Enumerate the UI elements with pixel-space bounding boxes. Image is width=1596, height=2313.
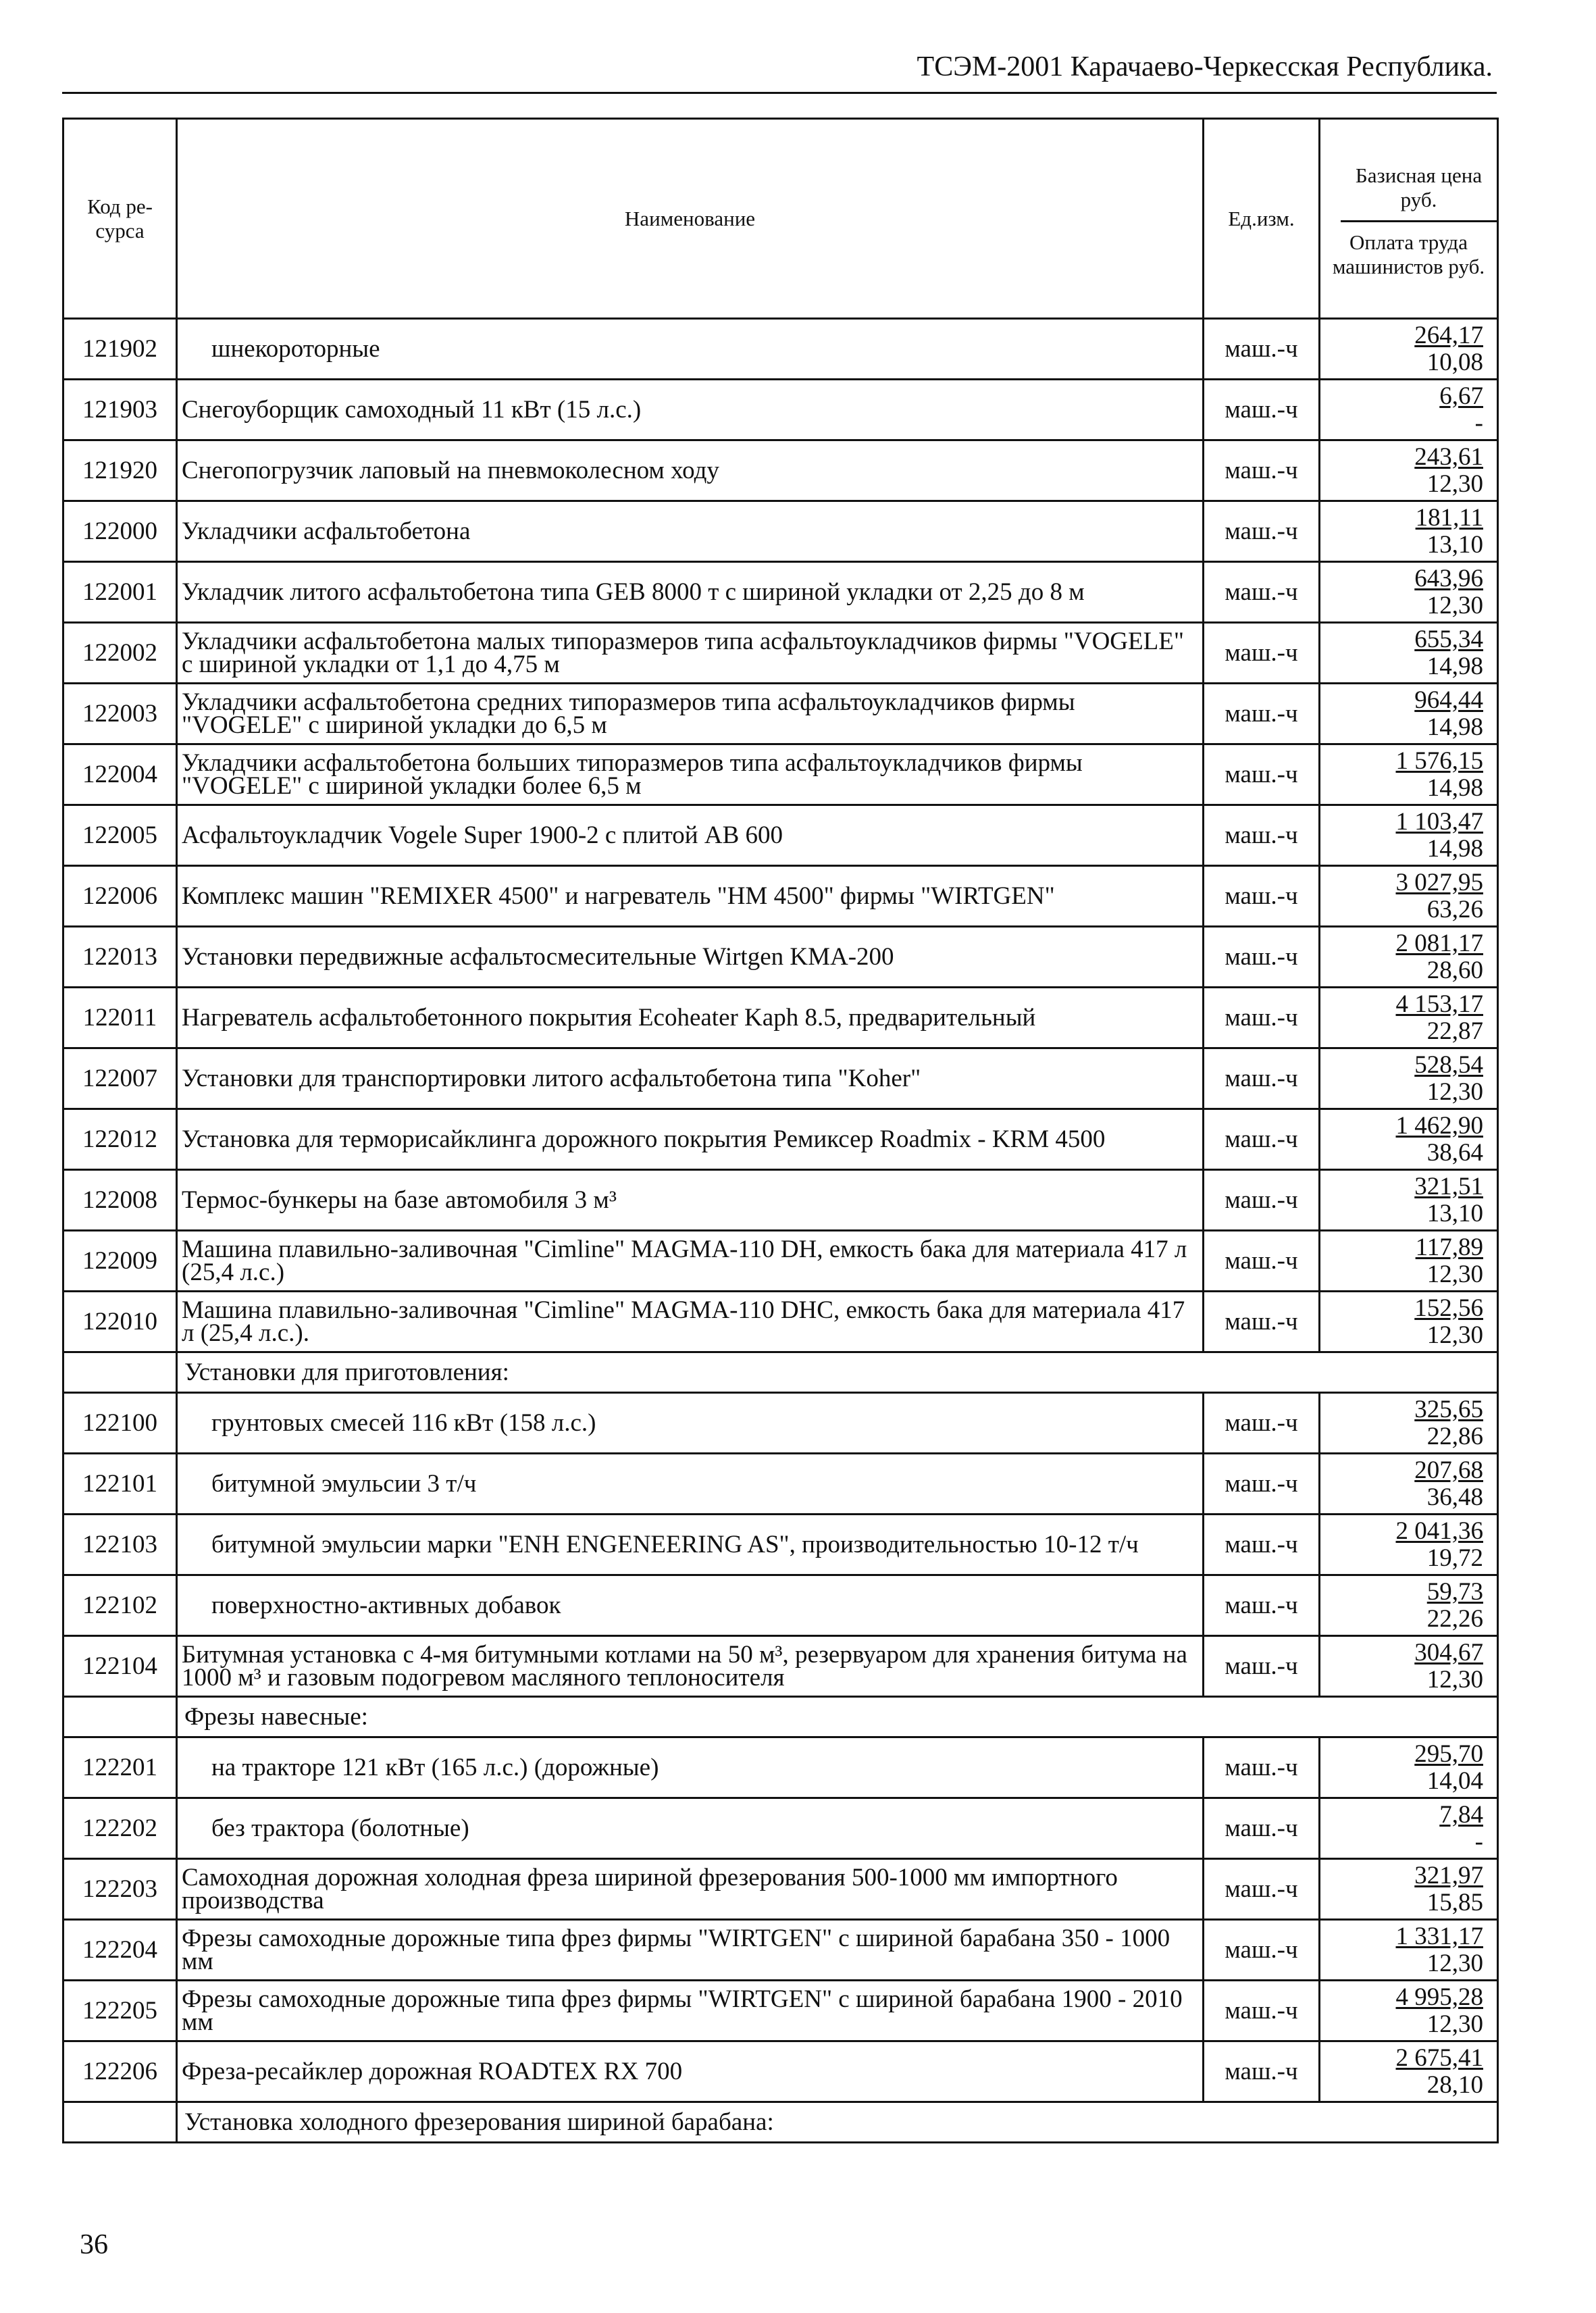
- base-price: 2 081,17: [1395, 929, 1483, 957]
- resource-name: Снегопогрузчик лаповый на пневмоколесном ходу: [177, 440, 1204, 501]
- resource-name: Машина плавильно-заливочная "Cimline" MAGMA-110 DH, емкость бака для материала 417 л (25,4 л.с.): [177, 1231, 1204, 1292]
- operator-wage: 12,30: [1426, 1077, 1483, 1106]
- price-cell: [1320, 684, 1498, 744]
- operator-wage: 12,30: [1426, 1260, 1483, 1288]
- resource-name: Фреза-ресайклер дорожная ROADTEX RX 700: [177, 2041, 1204, 2102]
- section-title: Установка холодного фрезерования шириной барабана:: [177, 2102, 1498, 2143]
- resource-code: 122100: [63, 1393, 177, 1454]
- unit-of-measure: маш.-ч: [1204, 744, 1320, 805]
- resource-name: Установки передвижные асфальтосмесительные Wirtgen KMA-200: [177, 927, 1204, 988]
- base-price: 2 675,41: [1395, 2043, 1483, 2072]
- price-stack: [1324, 1173, 1493, 1227]
- unit-of-measure: маш.-ч: [1204, 1231, 1320, 1292]
- unit-of-measure: маш.-ч: [1204, 684, 1320, 744]
- resource-name: шнекороторные: [177, 319, 1204, 380]
- base-price: 325,65: [1414, 1395, 1483, 1423]
- unit-of-measure: маш.-ч: [1204, 1393, 1320, 1454]
- page-number: 36: [80, 2229, 108, 2260]
- resource-code: 122204: [63, 1920, 177, 1981]
- price-cell: [1320, 1798, 1498, 1859]
- resource-code: 122102: [63, 1575, 177, 1636]
- operator-wage: 28,60: [1426, 956, 1483, 984]
- price-table: [62, 118, 1499, 2143]
- unit-of-measure: маш.-ч: [1204, 2041, 1320, 2102]
- base-price: 528,54: [1414, 1050, 1483, 1079]
- price-cell: [1320, 1515, 1498, 1575]
- resource-name: грунтовых смесей 116 кВт (158 л.с.): [177, 1393, 1204, 1454]
- unit-of-measure: маш.-ч: [1204, 988, 1320, 1048]
- price-cell: [1320, 1920, 1498, 1981]
- price-stack: [1324, 565, 1493, 619]
- base-price: 1 462,90: [1395, 1111, 1483, 1140]
- base-price: 295,70: [1414, 1739, 1483, 1768]
- table-row: [63, 684, 1498, 744]
- base-price: 7,84: [1439, 1800, 1483, 1829]
- table-row: [63, 927, 1498, 988]
- base-price: 243,61: [1414, 442, 1483, 471]
- table-row: [63, 2041, 1498, 2102]
- operator-wage: 13,10: [1426, 530, 1483, 559]
- price-stack: [1324, 1396, 1493, 1450]
- operator-wage: 13,10: [1426, 1199, 1483, 1227]
- table-row: [63, 1292, 1498, 1352]
- price-cell: [1320, 1575, 1498, 1636]
- resource-name: Битумная установка с 4-мя битумными котлами на 50 м³, резервуаром для хранения битума на 1000 м³ и газовым подогревом масляного теплоносителя: [177, 1636, 1204, 1697]
- resource-name: Самоходная дорожная холодная фреза шириной фрезерования 500-1000 мм импортного производства: [177, 1859, 1204, 1920]
- base-price: 264,17: [1414, 321, 1483, 349]
- section-row: [63, 1697, 1498, 1737]
- unit-of-measure: маш.-ч: [1204, 1920, 1320, 1981]
- resource-code: 121902: [63, 319, 177, 380]
- resource-code: 122101: [63, 1454, 177, 1515]
- base-price: 1 331,17: [1395, 1922, 1483, 1950]
- table-row: [63, 319, 1498, 380]
- price-cell: [1320, 1109, 1498, 1170]
- unit-of-measure: маш.-ч: [1204, 1981, 1320, 2041]
- price-stack: [1324, 1802, 1493, 1856]
- operator-wage: 22,26: [1426, 1604, 1483, 1633]
- table-row: [63, 1515, 1498, 1575]
- section-code-cell: [63, 1352, 177, 1393]
- base-price: 304,67: [1414, 1638, 1483, 1667]
- resource-code: 122104: [63, 1636, 177, 1697]
- operator-wage: 12,30: [1426, 2010, 1483, 2038]
- price-cell: [1320, 866, 1498, 927]
- resource-name: Нагреватель асфальтобетонного покрытия Ecoheater Kaph 8.5, предварительный: [177, 988, 1204, 1048]
- table-row: [63, 380, 1498, 440]
- table-row: [63, 1231, 1498, 1292]
- table-row: [63, 501, 1498, 562]
- price-stack: [1324, 1862, 1493, 1916]
- price-cell: [1320, 805, 1498, 866]
- page-header-title: ТСЭМ-2001 Карачаево-Черкесская Республика.: [917, 51, 1493, 82]
- resource-code: 122000: [63, 501, 177, 562]
- resource-code: 122205: [63, 1981, 177, 2041]
- price-cell: [1320, 623, 1498, 684]
- operator-wage: 63,26: [1426, 895, 1483, 923]
- price-cell: [1320, 1636, 1498, 1697]
- resource-code: 122202: [63, 1798, 177, 1859]
- price-stack: [1324, 1113, 1493, 1167]
- table-row: [63, 1170, 1498, 1231]
- table-row: [63, 866, 1498, 927]
- base-price: 964,44: [1414, 686, 1483, 714]
- price-cell: [1320, 501, 1498, 562]
- operator-wage: 22,87: [1426, 1017, 1483, 1045]
- resource-name: на тракторе 121 кВт (165 л.с.) (дорожные): [177, 1737, 1204, 1798]
- base-price: 2 041,36: [1395, 1517, 1483, 1545]
- unit-of-measure: маш.-ч: [1204, 1048, 1320, 1109]
- table-row: [63, 1737, 1498, 1798]
- table-row: [63, 1981, 1498, 2041]
- resource-name: Машина плавильно-заливочная "Cimline" MAGMA-110 DHC, емкость бака для материала 417 л (25,4 л.с.).: [177, 1292, 1204, 1352]
- head-price-wrap: [1320, 154, 1497, 283]
- table-row: [63, 562, 1498, 623]
- price-cell: [1320, 319, 1498, 380]
- resource-code: 122007: [63, 1048, 177, 1109]
- price-stack: [1324, 687, 1493, 741]
- price-cell: [1320, 1292, 1498, 1352]
- header-rule: [62, 92, 1497, 94]
- unit-of-measure: маш.-ч: [1204, 1292, 1320, 1352]
- resource-code: 122004: [63, 744, 177, 805]
- resource-code: 122005: [63, 805, 177, 866]
- table-row: [63, 1859, 1498, 1920]
- price-stack: [1324, 930, 1493, 984]
- price-stack: [1324, 1640, 1493, 1694]
- table-row: [63, 1109, 1498, 1170]
- operator-wage: 19,72: [1426, 1544, 1483, 1572]
- resource-code: 122103: [63, 1515, 177, 1575]
- table-row: [63, 440, 1498, 501]
- price-stack: [1324, 748, 1493, 802]
- resource-code: 122008: [63, 1170, 177, 1231]
- base-price: 207,68: [1414, 1456, 1483, 1484]
- section-code-cell: [63, 2102, 177, 2143]
- resource-name: Укладчики асфальтобетона больших типоразмеров типа асфальтоукладчиков фирмы "VOGELE" с шириной укладки более 6,5 м: [177, 744, 1204, 805]
- operator-wage: 14,04: [1426, 1766, 1483, 1795]
- unit-of-measure: маш.-ч: [1204, 380, 1320, 440]
- unit-of-measure: маш.-ч: [1204, 1859, 1320, 1920]
- resource-name: Фрезы самоходные дорожные типа фрез фирмы "WIRTGEN" с шириной барабана 1900 - 2010 мм: [177, 1981, 1204, 2041]
- price-stack: [1324, 505, 1493, 559]
- resource-code: 121920: [63, 440, 177, 501]
- table-row: [63, 1636, 1498, 1697]
- price-cell: [1320, 1231, 1498, 1292]
- resource-name: поверхностно-активных добавок: [177, 1575, 1204, 1636]
- table-row: [63, 1393, 1498, 1454]
- price-cell: [1320, 1393, 1498, 1454]
- price-stack: [1324, 991, 1493, 1045]
- price-cell: [1320, 927, 1498, 988]
- section-title: Фрезы навесные:: [177, 1697, 1498, 1737]
- base-price: 6,67: [1439, 382, 1483, 410]
- operator-wage: 12,30: [1426, 469, 1483, 498]
- resource-name: битумной эмульсии 3 т/ч: [177, 1454, 1204, 1515]
- table-row: [63, 1798, 1498, 1859]
- resource-name: битумной эмульсии марки "ENH ENGENEERING AS", производительностью 10-12 т/ч: [177, 1515, 1204, 1575]
- section-row: [63, 2102, 1498, 2143]
- section-row: [63, 1352, 1498, 1393]
- base-price: 321,97: [1414, 1861, 1483, 1889]
- resource-code: 122010: [63, 1292, 177, 1352]
- price-stack: [1324, 1457, 1493, 1511]
- table-head-row: [63, 119, 1498, 319]
- operator-wage: 14,98: [1426, 834, 1483, 863]
- base-price: 181,11: [1415, 503, 1483, 532]
- base-price: 4 153,17: [1395, 990, 1483, 1018]
- price-stack: [1324, 626, 1493, 680]
- head-price-base: Базисная цена руб.: [1341, 154, 1497, 222]
- resource-code: 122002: [63, 623, 177, 684]
- table-row: [63, 805, 1498, 866]
- price-stack: [1324, 1741, 1493, 1795]
- table-row: [63, 623, 1498, 684]
- table-row: [63, 744, 1498, 805]
- price-stack: [1324, 1984, 1493, 2038]
- price-stack: [1324, 1923, 1493, 1977]
- resource-name: Установка для терморисайклинга дорожного покрытия Ремиксер Roadmix - KRM 4500: [177, 1109, 1204, 1170]
- operator-wage: 14,98: [1426, 713, 1483, 741]
- head-price-wage: Оплата труда машинистов руб.: [1332, 230, 1485, 278]
- base-price: 4 995,28: [1395, 1983, 1483, 2011]
- price-cell: [1320, 1048, 1498, 1109]
- operator-wage: 22,86: [1426, 1422, 1483, 1450]
- unit-of-measure: маш.-ч: [1204, 501, 1320, 562]
- price-stack: [1324, 869, 1493, 923]
- price-stack: [1324, 383, 1493, 437]
- table-row: [63, 1454, 1498, 1515]
- resource-code: 122003: [63, 684, 177, 744]
- resource-code: 121903: [63, 380, 177, 440]
- resource-code: 122201: [63, 1737, 177, 1798]
- operator-wage: 12,30: [1426, 591, 1483, 619]
- base-price: 321,51: [1414, 1172, 1483, 1200]
- price-stack: [1324, 1579, 1493, 1633]
- head-name: Наименование: [177, 119, 1204, 319]
- resource-name: Комплекс машин "REMIXER 4500" и нагреватель "HM 4500" фирмы "WIRTGEN": [177, 866, 1204, 927]
- resource-code: 122011: [63, 988, 177, 1048]
- base-price: 1 103,47: [1395, 807, 1483, 836]
- base-price: 3 027,95: [1395, 868, 1483, 896]
- price-cell: [1320, 1981, 1498, 2041]
- operator-wage: 28,10: [1426, 2070, 1483, 2099]
- operator-wage: 14,98: [1426, 773, 1483, 802]
- base-price: 643,96: [1414, 564, 1483, 592]
- price-cell: [1320, 1170, 1498, 1231]
- resource-name: Термос-бункеры на базе автомобиля 3 м³: [177, 1170, 1204, 1231]
- price-cell: [1320, 744, 1498, 805]
- price-cell: [1320, 1454, 1498, 1515]
- unit-of-measure: маш.-ч: [1204, 1170, 1320, 1231]
- table-row: [63, 1048, 1498, 1109]
- unit-of-measure: маш.-ч: [1204, 1798, 1320, 1859]
- unit-of-measure: маш.-ч: [1204, 1636, 1320, 1697]
- unit-of-measure: маш.-ч: [1204, 319, 1320, 380]
- resource-code: 122012: [63, 1109, 177, 1170]
- head-unit: Ед.изм.: [1204, 119, 1320, 319]
- resource-name: Укладчики асфальтобетона: [177, 501, 1204, 562]
- operator-wage: -: [1474, 1827, 1483, 1856]
- resource-name: Установки для транспортировки литого асфальтобетона типа "Koher": [177, 1048, 1204, 1109]
- resource-code: 122009: [63, 1231, 177, 1292]
- unit-of-measure: маш.-ч: [1204, 1737, 1320, 1798]
- operator-wage: 15,85: [1426, 1888, 1483, 1916]
- unit-of-measure: маш.-ч: [1204, 866, 1320, 927]
- unit-of-measure: маш.-ч: [1204, 927, 1320, 988]
- price-cell: [1320, 988, 1498, 1048]
- operator-wage: 38,64: [1426, 1138, 1483, 1167]
- table-head: [63, 119, 1498, 319]
- resource-name: Снегоуборщик самоходный 11 кВт (15 л.с.): [177, 380, 1204, 440]
- resource-code: 122206: [63, 2041, 177, 2102]
- unit-of-measure: маш.-ч: [1204, 1575, 1320, 1636]
- price-cell: [1320, 1859, 1498, 1920]
- price-cell: [1320, 2041, 1498, 2102]
- resource-code: 122001: [63, 562, 177, 623]
- operator-wage: 12,30: [1426, 1321, 1483, 1349]
- resource-name: Укладчики асфальтобетона средних типоразмеров типа асфальтоукладчиков фирмы "VOGELE" с шириной укладки до 6,5 м: [177, 684, 1204, 744]
- table-row: [63, 1920, 1498, 1981]
- table-row: [63, 1575, 1498, 1636]
- head-code: Код ре-сурса: [63, 119, 177, 319]
- price-stack: [1324, 322, 1493, 376]
- resource-code: 122203: [63, 1859, 177, 1920]
- price-stack: [1324, 2045, 1493, 2099]
- operator-wage: 12,30: [1426, 1949, 1483, 1977]
- operator-wage: 36,48: [1426, 1483, 1483, 1511]
- head-price: [1320, 119, 1498, 319]
- base-price: 655,34: [1414, 625, 1483, 653]
- unit-of-measure: маш.-ч: [1204, 1515, 1320, 1575]
- base-price: 117,89: [1415, 1233, 1483, 1261]
- price-cell: [1320, 1737, 1498, 1798]
- resource-name: Асфальтоукладчик Vogele Super 1900-2 с плитой AB 600: [177, 805, 1204, 866]
- resource-name: Укладчик литого асфальтобетона типа GEB 8000 т с шириной укладки от 2,25 до 8 м: [177, 562, 1204, 623]
- price-stack: [1324, 444, 1493, 498]
- unit-of-measure: маш.-ч: [1204, 805, 1320, 866]
- base-price: 152,56: [1414, 1294, 1483, 1322]
- unit-of-measure: маш.-ч: [1204, 623, 1320, 684]
- resource-name: Укладчики асфальтобетона малых типоразмеров типа асфальтоукладчиков фирмы "VOGELE" с шириной укладки от 1,1 до 4,75 м: [177, 623, 1204, 684]
- resource-name: без трактора (болотные): [177, 1798, 1204, 1859]
- resource-code: 122006: [63, 866, 177, 927]
- operator-wage: -: [1474, 409, 1483, 437]
- unit-of-measure: маш.-ч: [1204, 1109, 1320, 1170]
- price-stack: [1324, 1052, 1493, 1106]
- price-cell: [1320, 380, 1498, 440]
- resource-code: 122013: [63, 927, 177, 988]
- operator-wage: 10,08: [1426, 348, 1483, 376]
- resource-name: Фрезы самоходные дорожные типа фрез фирмы "WIRTGEN" с шириной барабана 350 - 1000 мм: [177, 1920, 1204, 1981]
- table-row: [63, 988, 1498, 1048]
- price-stack: [1324, 1518, 1493, 1572]
- base-price: 59,73: [1426, 1577, 1483, 1606]
- price-stack: [1324, 1234, 1493, 1288]
- price-cell: [1320, 440, 1498, 501]
- price-stack: [1324, 1295, 1493, 1349]
- section-code-cell: [63, 1697, 177, 1737]
- section-title: Установки для приготовления:: [177, 1352, 1498, 1393]
- unit-of-measure: маш.-ч: [1204, 440, 1320, 501]
- unit-of-measure: маш.-ч: [1204, 1454, 1320, 1515]
- price-cell: [1320, 562, 1498, 623]
- unit-of-measure: маш.-ч: [1204, 562, 1320, 623]
- table-body: [63, 319, 1498, 2143]
- price-stack: [1324, 809, 1493, 863]
- operator-wage: 12,30: [1426, 1665, 1483, 1694]
- base-price: 1 576,15: [1395, 746, 1483, 775]
- operator-wage: 14,98: [1426, 652, 1483, 680]
